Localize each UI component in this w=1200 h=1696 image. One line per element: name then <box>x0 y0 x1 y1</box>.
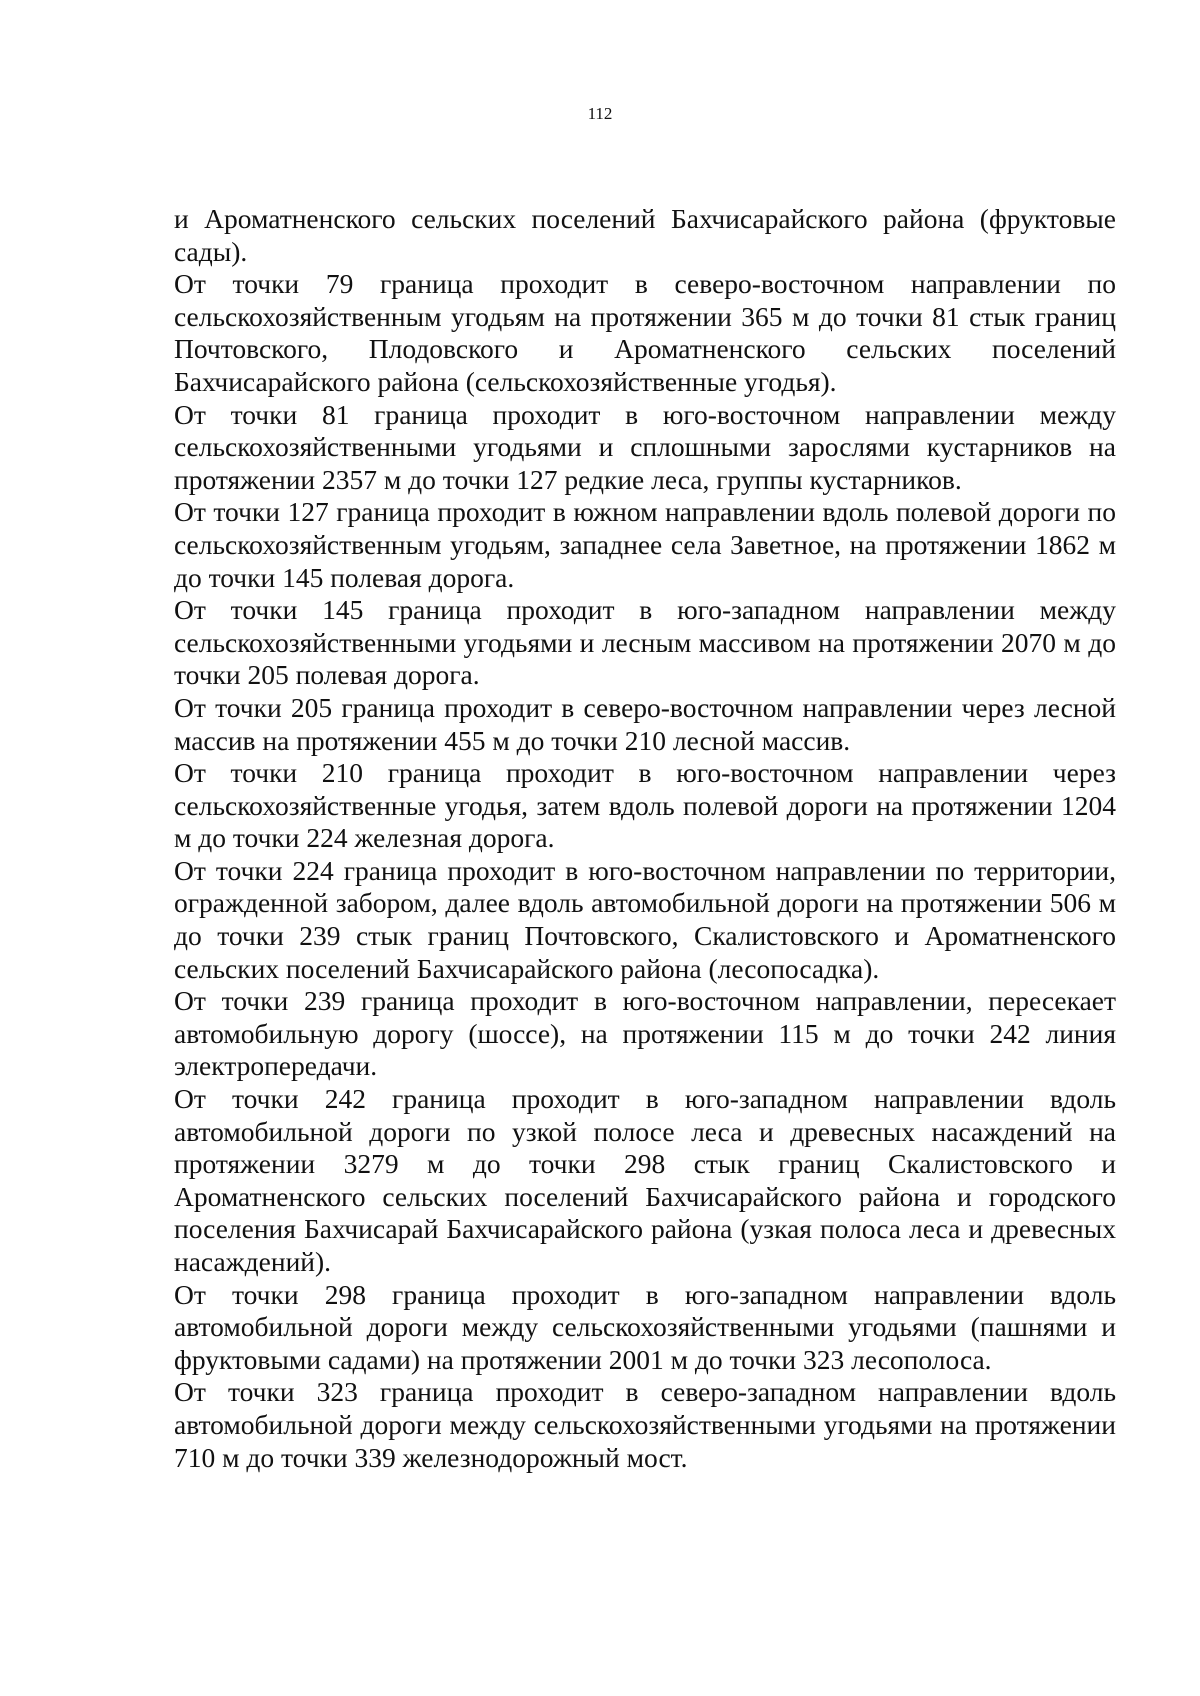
paragraph-point-210: От точки 210 граница проходит в юго-восточном направлении через сельскохозяйственные угодья, затем вдоль полевой дороги на протяжении 1204 м до точки 224 железная дорога. <box>174 757 1116 854</box>
paragraph-point-242: От точки 242 граница проходит в юго-западном направлении вдоль автомобильной дороги по узкой полосе леса и древесных насаждений на протяжении 3279 м до точки 298 стык границ Скалистовского и Ароматненского сельских поселений Бахчисарайского района и городского поселения Бахчисарай Бахчисарайского района (узкая полоса леса и древесных насаждений). <box>174 1083 1116 1277</box>
paragraph-point-239: От точки 239 граница проходит в юго-восточном направлении, пересекает автомобильную дорогу (шоссе), на протяжении 115 м до точки 242 линия электропередачи. <box>174 985 1116 1082</box>
paragraph-point-205: От точки 205 граница проходит в северо-восточном направлении через лесной массив на протяжении 455 м до точки 210 лесной массив. <box>174 691 1116 756</box>
paragraph-point-224: От точки 224 граница проходит в юго-восточном направлении по территории, огражденной забором, далее вдоль автомобильной дороги на протяжении 506 м до точки 239 стык границ Почтовского, Скалистовского и Ароматненского сельских поселений Бахчисарайского района (лесопосадка). <box>174 854 1116 984</box>
paragraph-point-298: От точки 298 граница проходит в юго-западном направлении вдоль автомобильной дороги между сельскохозяйственными угодьями (пашнями и фруктовыми садами) на протяжении 2001 м до точки 323 лесополоса. <box>174 1278 1116 1375</box>
paragraph-point-79: От точки 79 граница проходит в северо-восточном направлении по сельскохозяйственным угодьям на протяжении 365 м до точки 81 стык границ Почтовского, Плодовского и Ароматненского сельских поселений Бахчисарайского района (сельскохозяйственные угодья). <box>174 268 1116 397</box>
paragraph-point-127: От точки 127 граница проходит в южном направлении вдоль полевой дороги по сельскохозяйственным угодьям, западнее села Заветное, на протяжении 1862 м до точки 145 полевая дорога. <box>174 496 1116 593</box>
document-body <box>174 203 1116 1474</box>
paragraph-continuation: и Ароматненского сельских поселений Бахчисарайского района (фруктовые сады). <box>174 203 1116 267</box>
paragraph-point-145: От точки 145 граница проходит в юго-западном направлении между сельскохозяйственными угодьями и лесным массивом на протяжении 2070 м до точки 205 полевая дорога. <box>174 594 1116 691</box>
paragraph-point-81: От точки 81 граница проходит в юго-восточном направлении между сельскохозяйственными угодьями и сплошными зарослями кустарников на протяжении 2357 м до точки 127 редкие леса, группы кустарников. <box>174 398 1116 495</box>
paragraph-point-323: От точки 323 граница проходит в северо-западном направлении вдоль автомобильной дороги между сельскохозяйственными угодьями на протяжении 710 м до точки 339 железнодорожный мост. <box>174 1376 1116 1473</box>
page-number: 112 <box>587 104 613 123</box>
